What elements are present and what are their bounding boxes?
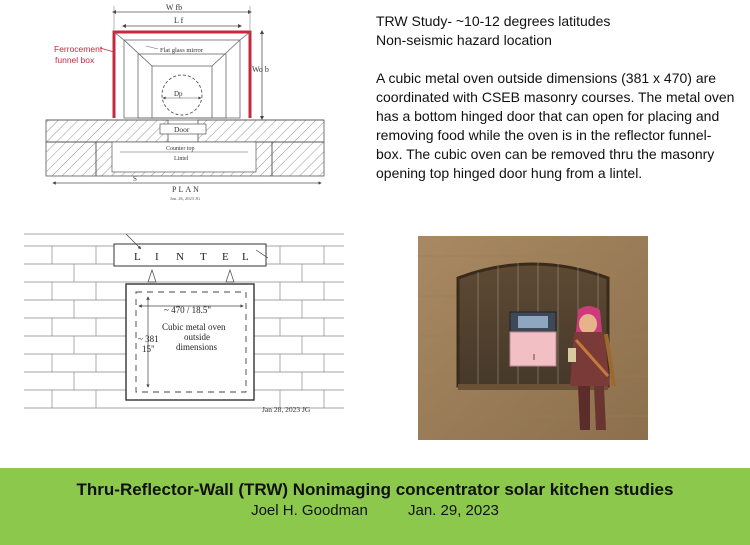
lintel-letter-4: T <box>200 251 207 263</box>
lintel-letter-5: E <box>222 251 229 263</box>
masonry-wall-right <box>198 120 324 142</box>
lintel-label: Lintel <box>174 156 189 162</box>
oven-label-line2: outside <box>184 332 210 342</box>
dp-label: Dp <box>174 90 183 98</box>
description-paragraph: A cubic metal oven outside dimensions (381 x 470) are coordinated with CSEB masonry courses. The metal oven has a bottom hinged door that can open for placing and removing food while the oven is in the reflector funnel-box. The cubic oven can be removed thru the masonry opening top hinged door hung from a lintel. <box>376 70 735 181</box>
lintel-letter-6: L <box>242 251 249 263</box>
lintel-letter-2: I <box>155 251 159 263</box>
oven-door <box>510 332 556 366</box>
study-line: TRW Study- ~10-12 degrees latitudes <box>376 13 611 29</box>
plan-title: PLAN <box>172 185 201 194</box>
footer-byline <box>0 502 750 519</box>
lf-label: L f <box>174 16 184 25</box>
wfb-label: W fb <box>166 3 183 12</box>
footer-author: Joel H. Goodman <box>251 502 368 519</box>
mirror-label: Flat glass mirror <box>160 47 203 54</box>
lintel-letter-3: N <box>176 251 184 263</box>
elevation-drawing <box>18 226 348 422</box>
ferrocement-funnel-box <box>114 32 250 118</box>
oven-label-line1: Cubic metal oven <box>162 322 226 332</box>
counter-top-label: Counter top <box>166 146 195 152</box>
oven-height-inches: 15" <box>142 344 155 354</box>
model-photo <box>418 236 648 440</box>
lintel-letter-1: L <box>134 251 141 263</box>
location-line: Non-seismic hazard location <box>376 32 552 48</box>
footer-date: Jan. 29, 2023 <box>407 502 499 519</box>
elevation-date: Jan 28, 2023 JG <box>262 405 311 414</box>
wob-label: Wo b <box>252 65 269 74</box>
oven-width-dimension: ~ 470 / 18.5" <box>164 305 212 315</box>
s-label: S <box>133 175 137 183</box>
door-label: Door <box>174 125 190 134</box>
oven-label-line3: dimensions <box>176 342 218 352</box>
plan-drawing <box>0 0 372 210</box>
masonry-wall-left <box>46 120 168 142</box>
plan-date: Jan. 26, 2023 JG <box>170 196 201 201</box>
oven-height-dimension: ~ 381 <box>138 334 159 344</box>
footer-banner <box>0 468 750 545</box>
description-text <box>376 12 736 183</box>
ferrocement-label-line1: Ferrocement <box>54 44 103 54</box>
ferrocement-label-line2: funnel box <box>55 55 95 65</box>
footer-title: Thru-Reflector-Wall (TRW) Nonimaging concentrator solar kitchen studies <box>76 480 674 499</box>
